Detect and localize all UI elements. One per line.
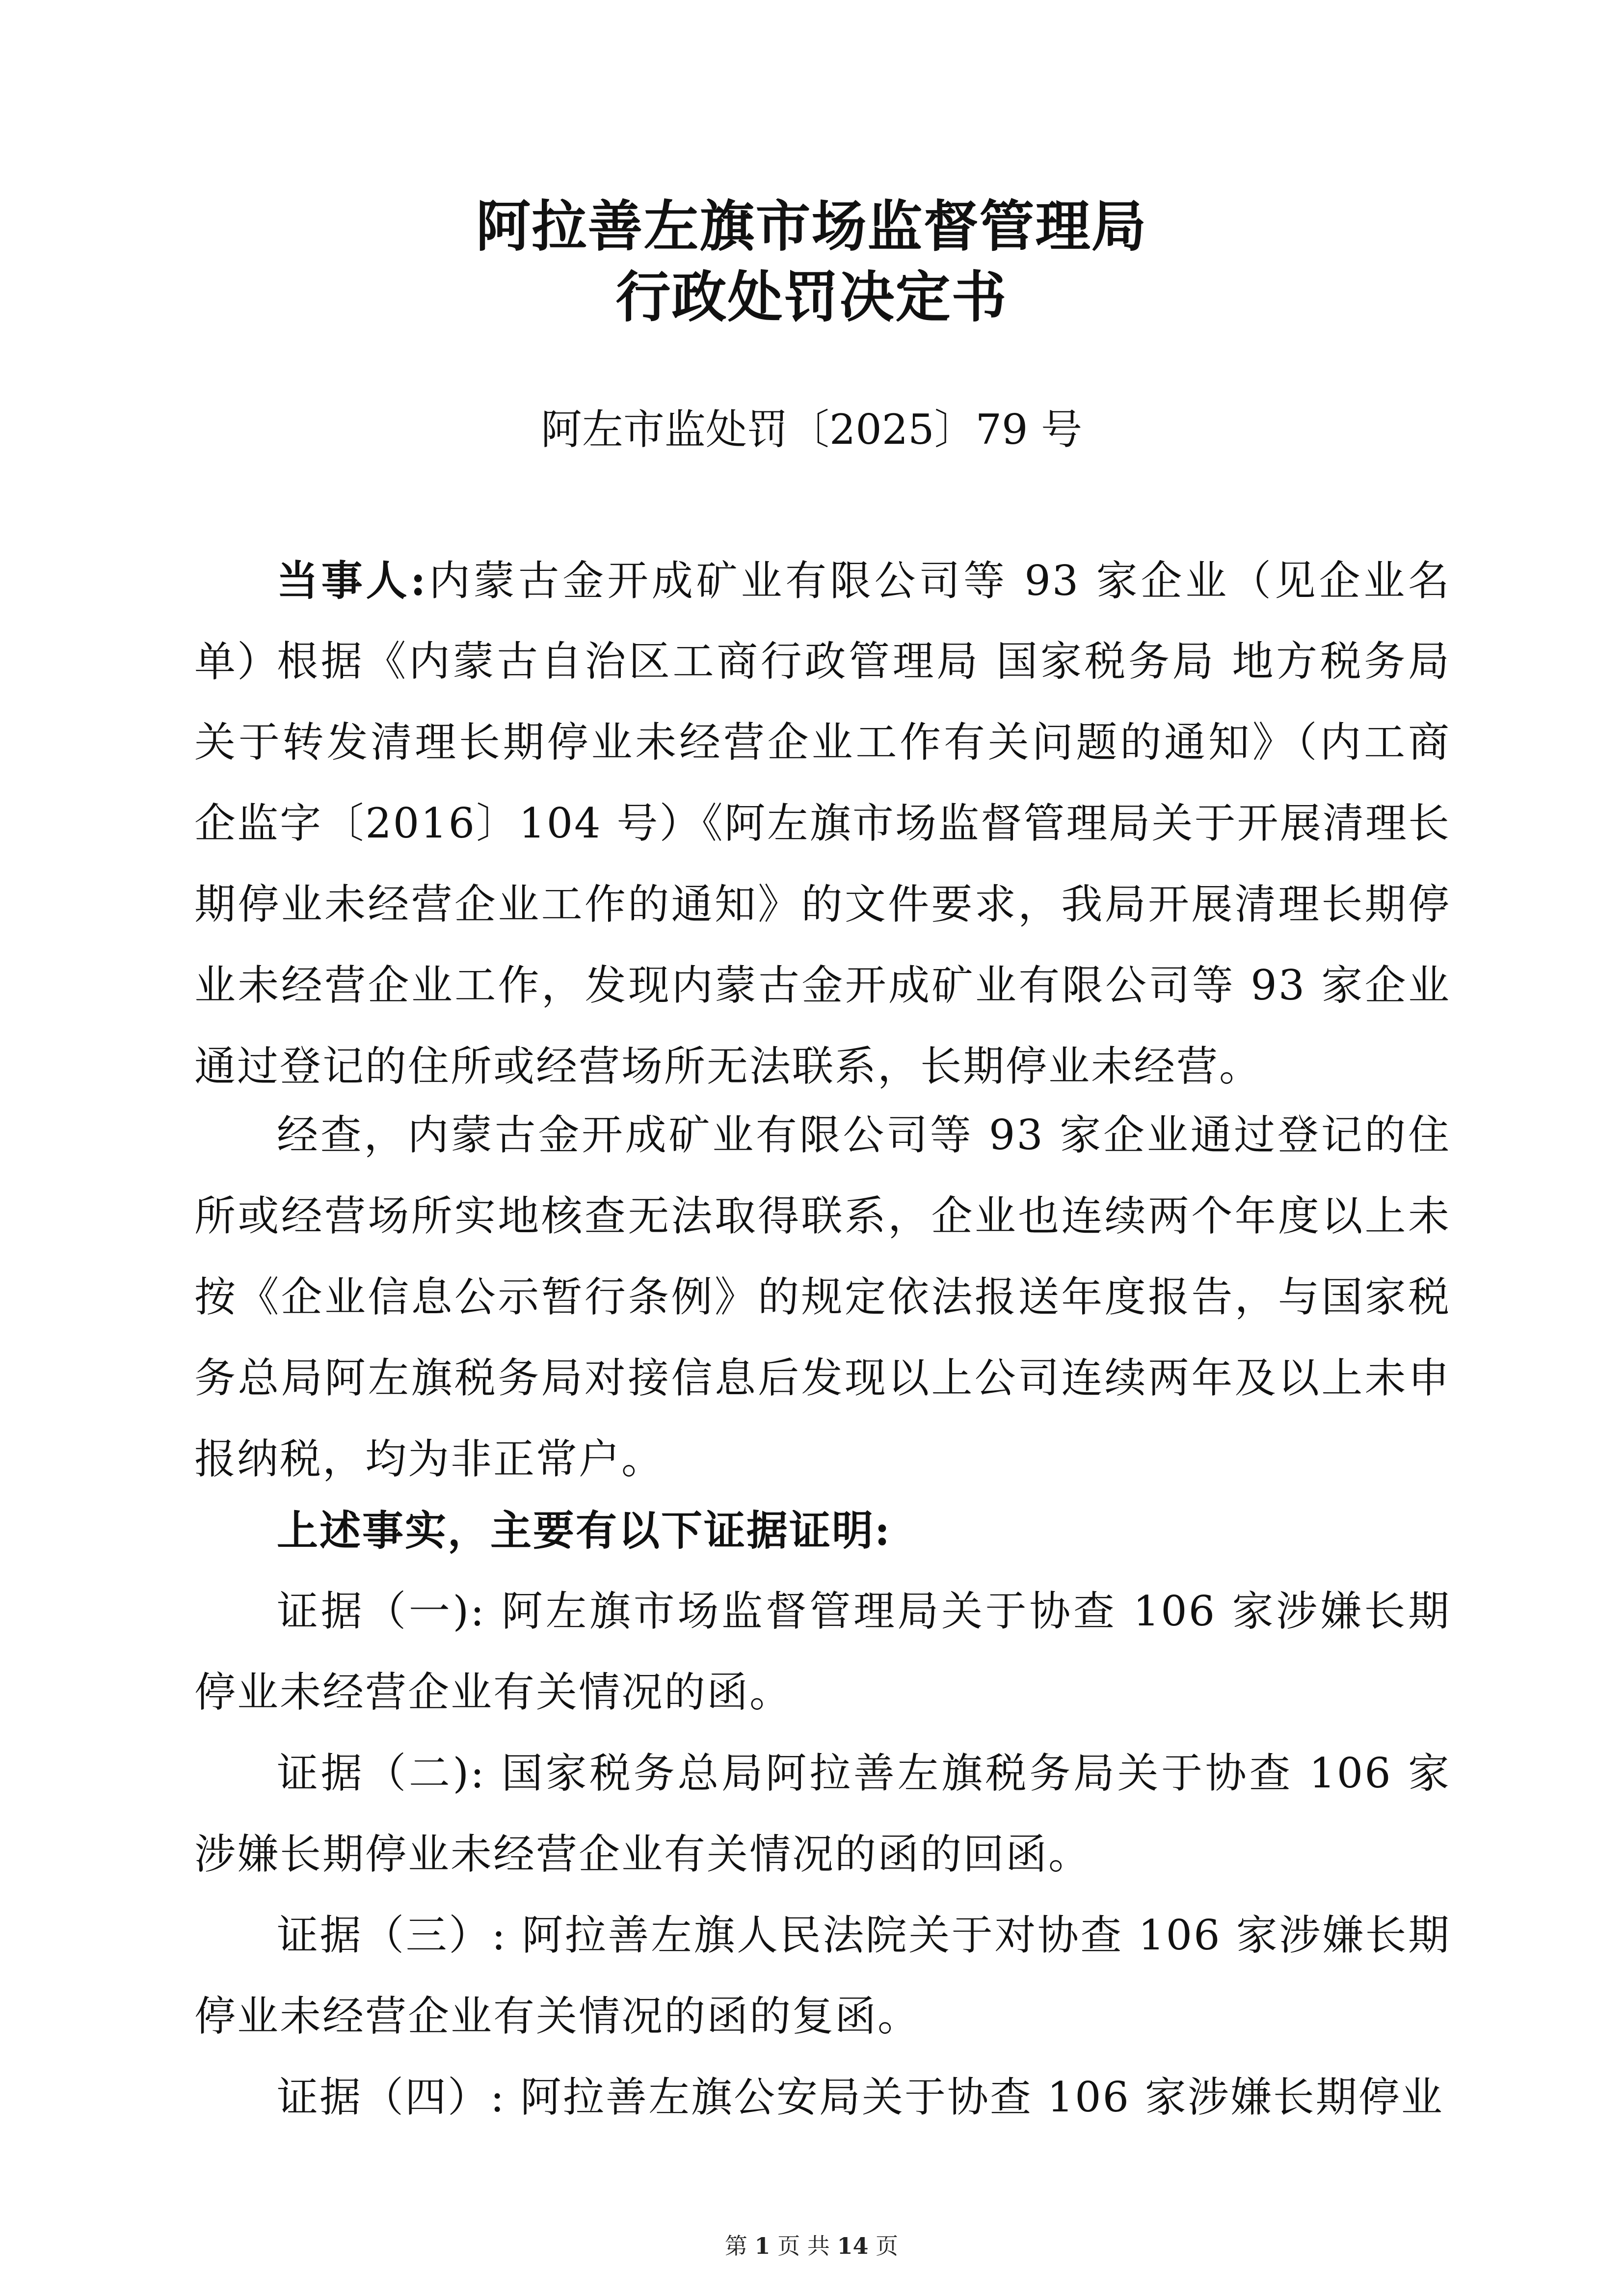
evidence-item-1: 证据（一): 阿左旗市场监督管理局关于协查 106 家涉嫌长期停业未经营企业有关情况的函。 xyxy=(194,1587,1451,1716)
document-number: 阿左市监处罚〔2025〕79 号 xyxy=(540,405,1083,454)
footer-suffix: 页 xyxy=(876,2233,899,2259)
evidence-heading: 上述事实，主要有以下证据证明: xyxy=(277,1506,892,1555)
page-footer xyxy=(0,2231,1623,2261)
current-page-number: 1 xyxy=(754,2233,771,2259)
finding-paragraph: 经查，内蒙古金开成矿业有限公司等 93 家企业通过登记的住所或经营场所实地核查无法取得联系，企业也连续两个年度以上未按《企业信息公示暂行条例》的规定依法报送年度报告，与国家税务总局阿左旗税务局对接信息后发现以上公司连续两年及以上未申报纳税，均为非正常户。 xyxy=(194,1111,1451,1483)
evidence-item-3: 证据（三）: 阿拉善左旗人民法院关于对协查 106 家涉嫌长期停业未经营企业有关情况的函的复函。 xyxy=(194,1911,1451,2040)
evidence-item-2: 证据（二): 国家税务总局阿拉善左旗税务局关于协查 106 家涉嫌长期停业未经营企业有关情况的函的回函。 xyxy=(194,1749,1451,1878)
evidence-item-4: 证据（四）: 阿拉善左旗公安局关于协查 106 家涉嫌长期停业 xyxy=(277,2073,1444,2121)
footer-middle: 页 共 xyxy=(777,2233,830,2259)
total-pages-number: 14 xyxy=(837,2233,869,2259)
party-label: 当事人: xyxy=(277,556,427,605)
document-title-line2: 行政处罚决定书 xyxy=(615,265,1008,329)
document-title-line1: 阿拉善左旗市场监督管理局 xyxy=(476,194,1147,259)
footer-prefix: 第 xyxy=(724,2233,747,2259)
party-value: 内蒙古金开成矿业有限公司等 93 家企业（见企业名单） xyxy=(194,557,1451,686)
basis-paragraph: 根据《内蒙古自治区工商行政管理局 国家税务局 地方税务局关于转发清理长期停业未经营企业工作有关问题的通知》（内工商企监字〔2016〕104 号）《阿左旗市场监督管理局关于开展清理长期停业未经营企业工作的通知》的文件要求，我局开展清理长期停业未经营企业工作，发现内蒙古金开成矿业有限公司等 93 家企业通过登记的住所或经营场所无法联系，长期停业未经营。 xyxy=(194,637,1451,1090)
